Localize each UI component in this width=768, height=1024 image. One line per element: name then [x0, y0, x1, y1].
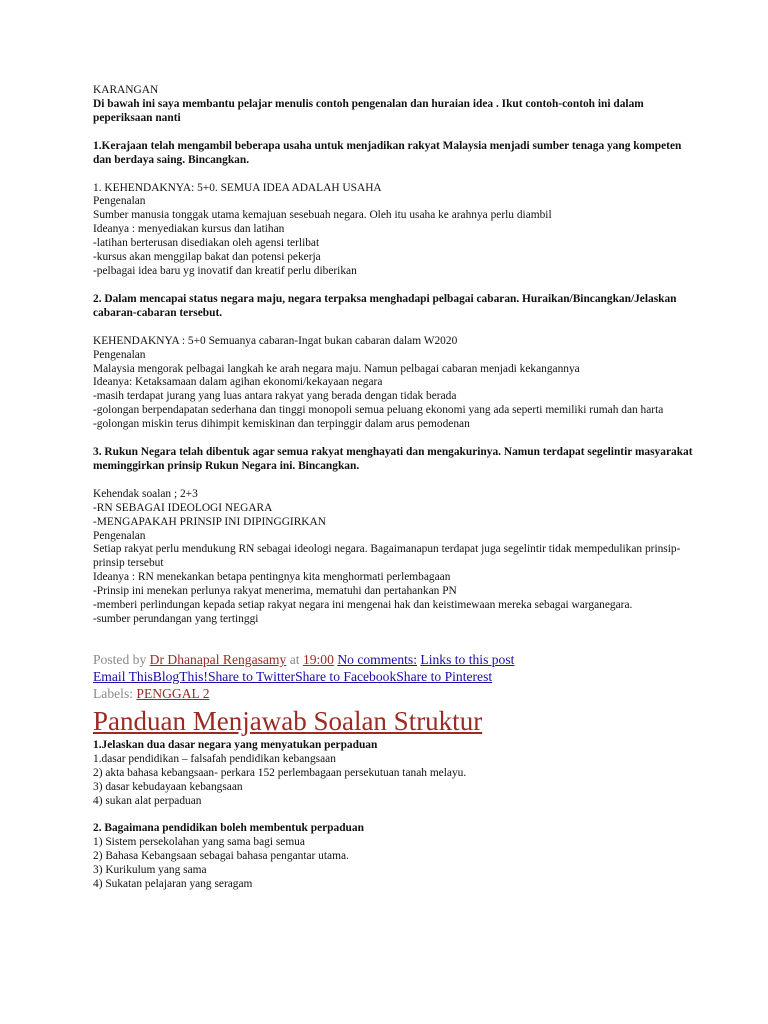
post-footer	[93, 651, 693, 702]
author-link[interactable]: Dr Dhanapal Rengasamy	[149, 651, 287, 667]
label-link[interactable]: PENGGAL 2	[136, 685, 210, 701]
q3-line: Kehendak soalan ; 2+3	[93, 487, 198, 500]
q2-line: -golongan berpendapatan sederhana dan tinggi monopoli semua peluang ekonomi yang ada seperti memiliki rumah dan harta	[93, 404, 664, 417]
q2-line: Malaysia mengorak pelbagai langkah ke arah negara maju. Namun pelbagai cabaran menjadi kekangannya	[93, 362, 580, 375]
struct-q2-item: 2) Bahasa Kebangsaan sebagai bahasa pengantar utama.	[93, 850, 349, 863]
q3-line: Ideanya : RN menekankan betapa pentingnya kita menghormati perlembagaan	[93, 571, 451, 584]
q3-line: -MENGAPAKAH PRINSIP INI DIPINGGIRKAN	[93, 515, 326, 528]
struct-q1-item: 1.dasar pendidikan – falsafah pendidikan kebangsaan	[93, 752, 336, 765]
struct-question-2: 2. Bagaimana pendidikan boleh membentuk perpaduan	[93, 822, 364, 835]
doc-heading: KARANGAN	[93, 84, 159, 96]
post-title[interactable]: Panduan Menjawab Soalan Struktur	[93, 705, 483, 736]
q3-line: Pengenalan	[93, 529, 146, 542]
q3-line: -Prinsip ini menekan perlunya rakyat menerima, mematuhi dan pertahankan PN	[93, 585, 457, 598]
posted-by-label: Posted by	[93, 651, 147, 667]
struct-q2-item: 3) Kurikulum yang sama	[93, 864, 207, 877]
struct-q1-item: 3) dasar kebudayaan kebangsaan	[93, 780, 243, 793]
q1-line: Pengenalan	[93, 195, 146, 208]
document-body	[93, 84, 693, 892]
share-email-link[interactable]: Email This	[93, 668, 153, 684]
q3-line: Setiap rakyat perlu mendukung RN sebagai ideologi negara. Bagaimanapun terdapat juga segelintir tidak mempedulikan prinsip-prinsip tersebut	[93, 543, 681, 570]
links-to-post[interactable]: Links to this post	[420, 651, 515, 667]
q2-line: Pengenalan	[93, 348, 146, 361]
labels-label: Labels:	[93, 685, 134, 701]
q2-line: KEHENDAKNYA : 5+0 Semuanya cabaran-Ingat bukan cabaran dalam W2020	[93, 334, 458, 347]
share-blogthis-link[interactable]: BlogThis!	[152, 668, 208, 684]
post-labels	[93, 685, 693, 702]
q1-line: Sumber manusia tonggak utama kemajuan sesebuah negara. Oleh itu usaha ke arahnya perlu diambil	[93, 209, 552, 222]
question-2: 2. Dalam mencapai status negara maju, negara terpaksa menghadapi pelbagai cabaran. Huraikan/Bincangkan/Jelaskan cabaran-cabaran tersebut.	[93, 292, 677, 319]
q3-line: -memberi perlindungan kepada setiap rakyat negara ini mengenai hak dan keistimewaan mereka sebagai warganegara.	[93, 599, 633, 612]
post-time-link[interactable]: 19:00	[302, 651, 334, 667]
post-byline	[93, 651, 693, 668]
question-3: 3. Rukun Negara telah dibentuk agar semua rakyat menghayati dan mengakurinya. Namun terdapat segelintir masyarakat meminggirkan prinsip Rukun Negara ini. Bincangkan.	[93, 446, 693, 472]
struct-question-1: 1.Jelaskan dua dasar negara yang menyatukan perpaduan	[93, 738, 378, 751]
q1-line: -kursus akan menggilap bakat dan potensi pekerja	[93, 251, 321, 264]
struct-q2-item: 1) Sistem persekolahan yang sama bagi semua	[93, 836, 305, 849]
q1-line: Ideanya : menyediakan kursus dan latihan	[93, 223, 285, 236]
struct-q1-item: 2) akta bahasa kebangsaan- perkara 152 perlembagaan persekutuan tanah melayu.	[93, 766, 467, 779]
question-1: 1.Kerajaan telah mengambil beberapa usaha untuk menjadikan rakyat Malaysia menjadi sumber tenaga yang kompeten dan berdaya saing. Bincangkan.	[93, 139, 682, 166]
comments-link[interactable]: No comments:	[337, 651, 417, 667]
q2-line: Ideanya: Ketaksamaan dalam agihan ekonomi/kekayaan negara	[93, 376, 383, 389]
q1-line: -latihan berterusan disediakan oleh agensi terlibat	[93, 237, 320, 250]
share-pinterest-link[interactable]: Share to Pinterest	[396, 668, 493, 684]
q1-line: 1. KEHENDAKNYA: 5+0. SEMUA IDEA ADALAH USAHA	[93, 181, 382, 194]
q3-line: -RN SEBAGAI IDEOLOGI NEGARA	[93, 501, 273, 514]
q1-line: -pelbagai idea baru yg inovatif dan kreatif perlu diberikan	[93, 264, 357, 277]
doc-intro: Di bawah ini saya membantu pelajar menulis contoh pengenalan dan huraian idea . Ikut contoh-contoh ini dalam peperiksaan nanti	[93, 97, 644, 124]
share-bar	[93, 668, 693, 685]
share-facebook-link[interactable]: Share to Facebook	[295, 668, 397, 684]
q2-line: -masih terdapat jurang yang luas antara rakyat yang berada dengan tidak berada	[93, 390, 457, 403]
at-label: at	[289, 651, 300, 667]
share-twitter-link[interactable]: Share to Twitter	[207, 668, 296, 684]
struct-q1-item: 4) sukan alat perpaduan	[93, 794, 202, 807]
q2-line: -golongan miskin terus dihimpit kemiskinan dan terpinggir dalam arus pemodenan	[93, 418, 470, 431]
q3-line: -sumber perundangan yang tertinggi	[93, 613, 259, 625]
struct-q2-item: 4) Sukatan pelajaran yang seragam	[93, 878, 253, 891]
